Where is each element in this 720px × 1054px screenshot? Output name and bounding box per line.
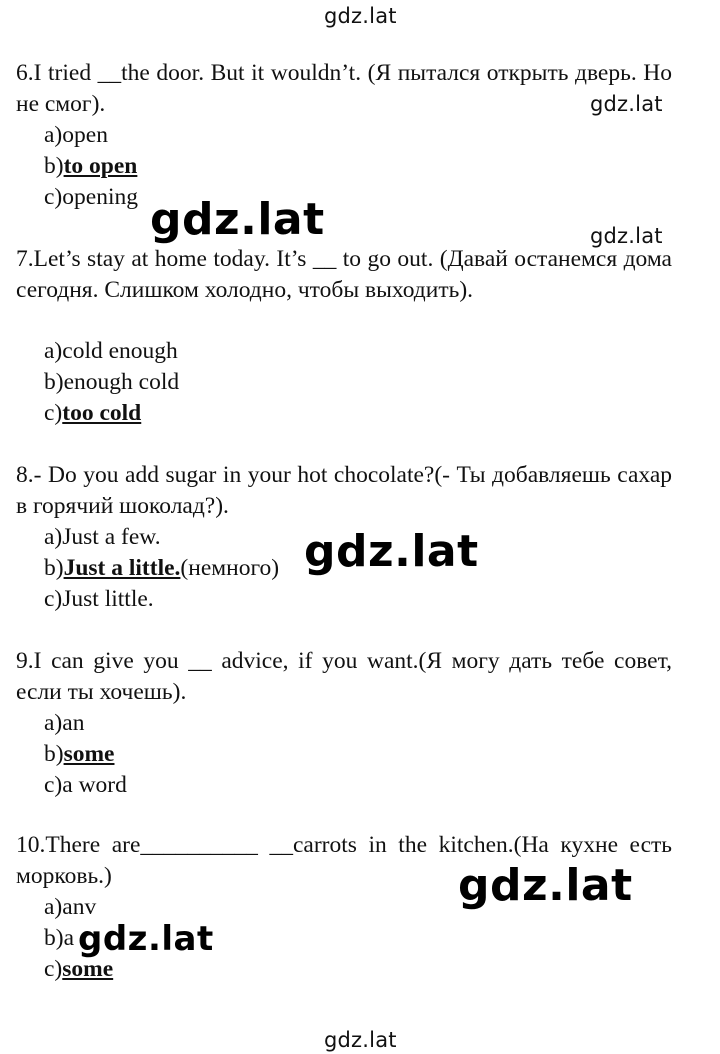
option-letter: b) (44, 369, 64, 395)
question-6-text: 6.I tried __the door. But it wouldn’t. (Я пытался открыть дверь. Но не смог). (16, 60, 672, 117)
option-text: a word (62, 772, 127, 798)
option-text: Just a few. (62, 524, 161, 550)
correct-answer: too cold (62, 400, 142, 426)
option-text: cold enough (62, 338, 178, 364)
question-7-option-b (44, 367, 179, 398)
question-8 (16, 460, 672, 522)
correct-answer: Just a little. (63, 555, 181, 581)
question-8-text: 8.- Do you add sugar in your hot chocolate?(- Ты добавляешь сахар в горячий шоколад?). (16, 462, 672, 519)
question-7-text: 7.Let’s stay at home today. It’s __ to go out. (Давай останемся дома сегодня. Слишком холодно, чтобы выходить). (16, 246, 672, 303)
option-letter: a) (44, 122, 63, 148)
watermark-large: gdz.lat (74, 922, 218, 956)
watermark-small: gdz.lat (590, 92, 663, 116)
question-8-option-c (44, 584, 154, 615)
option-letter: a) (44, 524, 63, 550)
option-text: opening (62, 184, 138, 210)
option-letter: b) (44, 925, 64, 951)
question-9-text: 9.I can give you __ advice, if you want.(Я могу дать тебе совет, если ты хочешь). (16, 648, 672, 705)
watermark-large: gdz.lat (146, 198, 329, 242)
option-letter: a) (44, 710, 63, 736)
option-text: an (62, 710, 85, 736)
option-letter: a) (44, 338, 63, 364)
option-letter: b) (44, 555, 64, 581)
option-letter: a) (44, 894, 63, 920)
option-letter: b) (44, 153, 64, 179)
question-7 (16, 244, 672, 306)
watermark-small: gdz.lat (590, 224, 663, 248)
correct-answer: some (62, 956, 114, 982)
option-letter: c) (44, 772, 63, 798)
option-translation: (немного) (180, 555, 280, 581)
option-text: enough cold (63, 369, 180, 395)
question-8-option-b (44, 553, 279, 584)
question-6-option-c (44, 182, 138, 213)
option-text: Just little. (62, 586, 154, 612)
option-letter: b) (44, 741, 64, 767)
option-text: anv (62, 894, 97, 920)
question-6 (16, 58, 672, 120)
question-9-option-a (44, 708, 84, 739)
question-8-option-a (44, 522, 161, 553)
question-9 (16, 646, 672, 708)
correct-answer: to open (63, 153, 138, 179)
question-9-option-b (44, 739, 114, 770)
option-text: open (62, 122, 108, 148)
watermark-large: gdz.lat (300, 530, 483, 574)
watermark-top: gdz.lat (324, 4, 397, 28)
option-letter: c) (44, 400, 63, 426)
question-7-option-a (44, 336, 178, 367)
option-letter: c) (44, 956, 63, 982)
question-9-option-c (44, 770, 127, 801)
watermark-bottom: gdz.lat (324, 1028, 397, 1052)
question-10-option-b (44, 923, 74, 954)
question-10-text: 10.There are__________ __carrots in the kitchen.(На кухне есть морковь.) (16, 832, 672, 889)
option-letter: c) (44, 184, 63, 210)
watermark-large: gdz.lat (454, 864, 637, 908)
question-7-option-c (44, 398, 141, 429)
option-text: a (63, 925, 75, 951)
question-6-option-b (44, 151, 137, 182)
question-6-option-a (44, 120, 108, 151)
option-letter: c) (44, 586, 63, 612)
correct-answer: some (63, 741, 115, 767)
